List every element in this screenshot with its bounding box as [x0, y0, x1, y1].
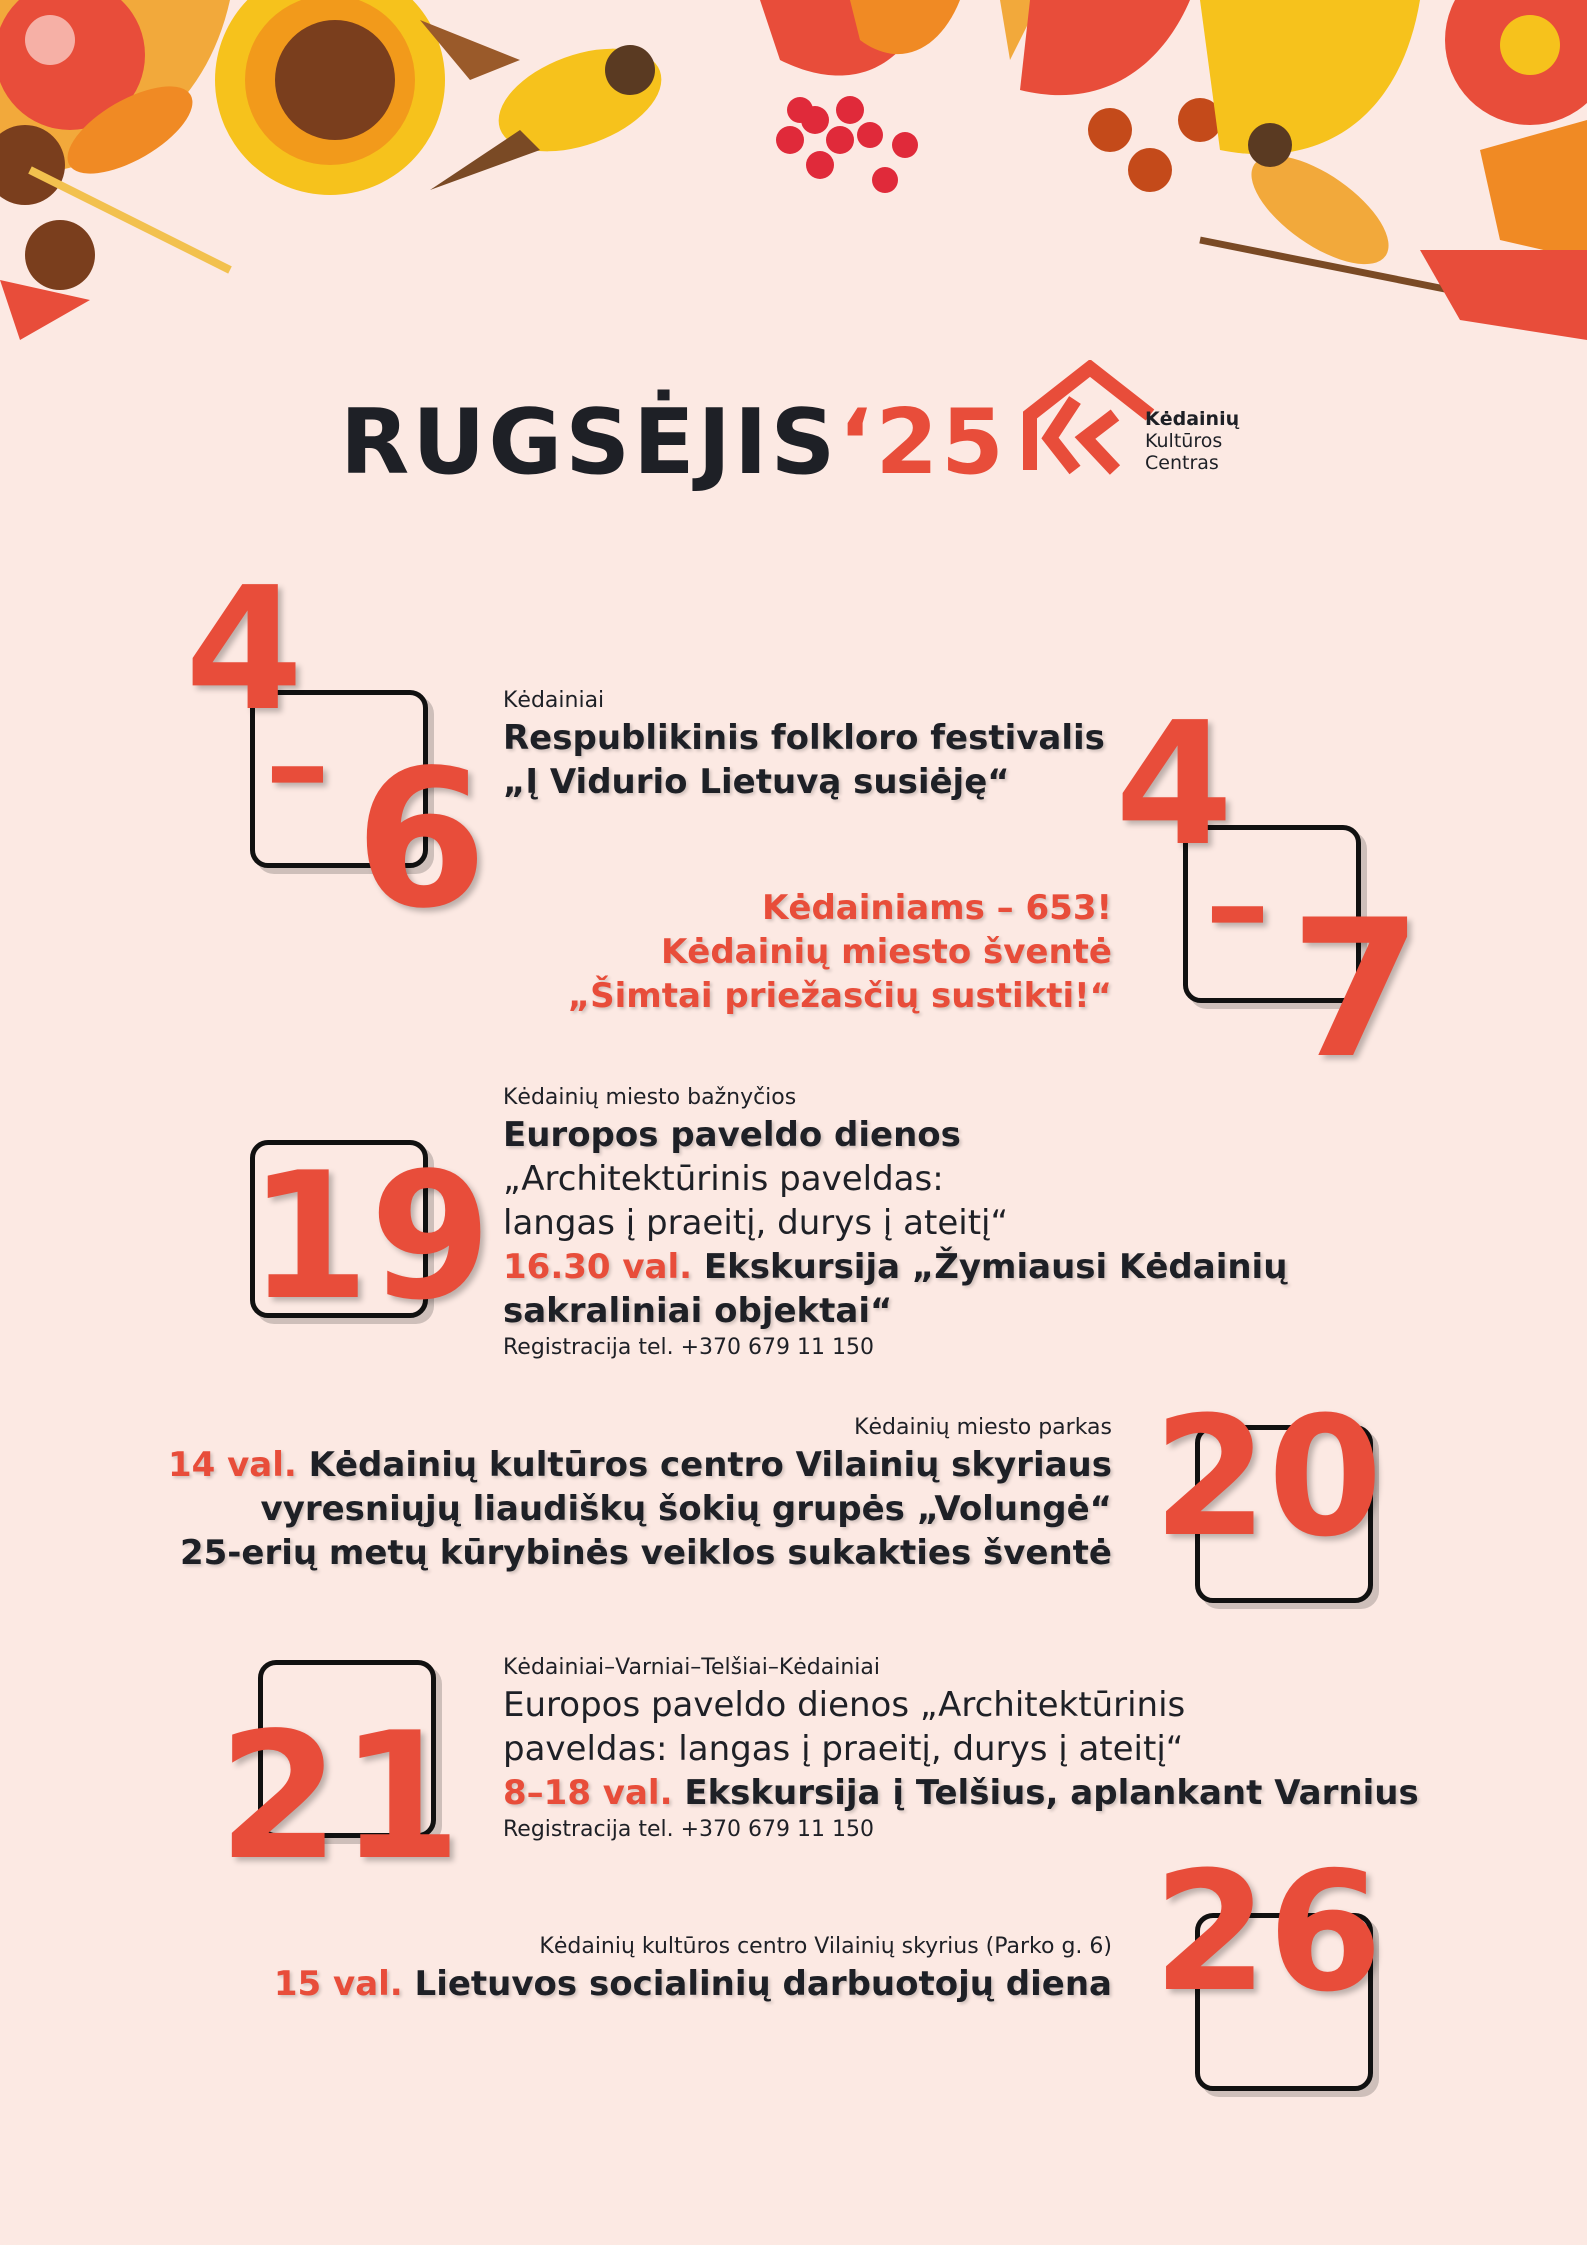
event-subtitle-2: langas į praeitį, durys į ateitį“ — [503, 1203, 1009, 1243]
event-subtitle: paveldas: langas į praeitį, durys į ateitį“ — [503, 1729, 1184, 1769]
org-name — [1145, 408, 1239, 474]
date-to: 7 — [1290, 879, 1423, 1100]
org-line-1: Kėdainių — [1145, 408, 1240, 430]
event-telsiai-excursion — [503, 1653, 1419, 1845]
date-dash: – — [1205, 829, 1270, 981]
event-place: Kėdainių kultūros centro Vilainių skyrius (Parko g. 6) — [539, 1934, 1112, 1959]
event-folklore — [503, 686, 1105, 804]
event-excursion: Ekskursija „Žymiausi Kėdainių — [703, 1247, 1288, 1287]
kkc-logo-icon — [1020, 360, 1160, 480]
event-excursion-2: sakraliniai objektai“ — [503, 1291, 893, 1331]
event-registration: Registracija tel. +370 679 11 150 — [503, 1817, 874, 1842]
event-title: Respublikinis folkloro festivalis — [503, 718, 1105, 758]
event-heritage-days — [503, 1083, 1287, 1363]
event-place: Kėdainių miesto parkas — [854, 1415, 1112, 1440]
event-title: Kėdainių kultūros centro Vilainių skyriaus — [308, 1445, 1112, 1485]
event-title: Europos paveldo dienos — [503, 1115, 961, 1155]
title-year: ‘25 — [838, 390, 1007, 495]
org-line-2: Kultūros — [1145, 430, 1223, 452]
date-from: 4 — [1115, 686, 1234, 884]
event-registration: Registracija tel. +370 679 11 150 — [503, 1335, 874, 1360]
page-title — [340, 390, 1007, 495]
event-time: 16.30 val. — [503, 1247, 693, 1287]
date-from: 4 — [185, 551, 304, 749]
event-place: Kėdainiai — [503, 688, 605, 713]
event-time: 14 val. — [167, 1445, 297, 1485]
event-time: 8–18 val. — [503, 1773, 673, 1813]
event-volunge-anniversary — [168, 1413, 1112, 1575]
event-title: Europos paveldo dienos „Architektūrinis — [503, 1685, 1186, 1725]
event-place: Kėdainiai–Varniai–Telšiai–Kėdainiai — [503, 1655, 880, 1680]
date-number: 20 — [1153, 1381, 1383, 1573]
title-month: RUGSĖJIS — [340, 390, 839, 495]
event-title: Kėdainiams – 653! — [762, 888, 1112, 928]
date-dash: – — [265, 689, 330, 841]
org-line-3: Centras — [1145, 452, 1219, 474]
event-slogan: „Šimtai priežasčių sustikti!“ — [567, 976, 1112, 1016]
event-subtitle: Kėdainių miesto šventė — [660, 932, 1112, 972]
date-number: 21 — [218, 1696, 462, 1899]
event-city-festival — [568, 886, 1112, 1018]
event-excursion: Ekskursija į Telšius, aplankant Varnius — [684, 1773, 1419, 1813]
header — [340, 360, 1240, 495]
event-time: 15 val. — [273, 1964, 403, 2004]
event-subtitle: vyresniųjų liaudiškų šokių grupės „Volungė“ — [260, 1489, 1112, 1529]
event-subtitle: „Į Vidurio Lietuvą susiėję“ — [503, 762, 1010, 802]
event-title: Lietuvos socialinių darbuotojų diena — [414, 1964, 1112, 2004]
date-number: 19 — [248, 1136, 492, 1339]
date-number: 26 — [1153, 1836, 1383, 2028]
date-to: 6 — [355, 729, 488, 950]
event-subtitle: „Architektūrinis paveldas: — [503, 1159, 944, 1199]
event-social-workers-day — [274, 1932, 1112, 2006]
autumn-leaves-decoration — [0, 0, 1587, 380]
event-place: Kėdainių miesto bažnyčios — [503, 1085, 797, 1110]
event-subtitle-2: 25-erių metų kūrybinės veiklos sukakties šventė — [179, 1533, 1112, 1573]
